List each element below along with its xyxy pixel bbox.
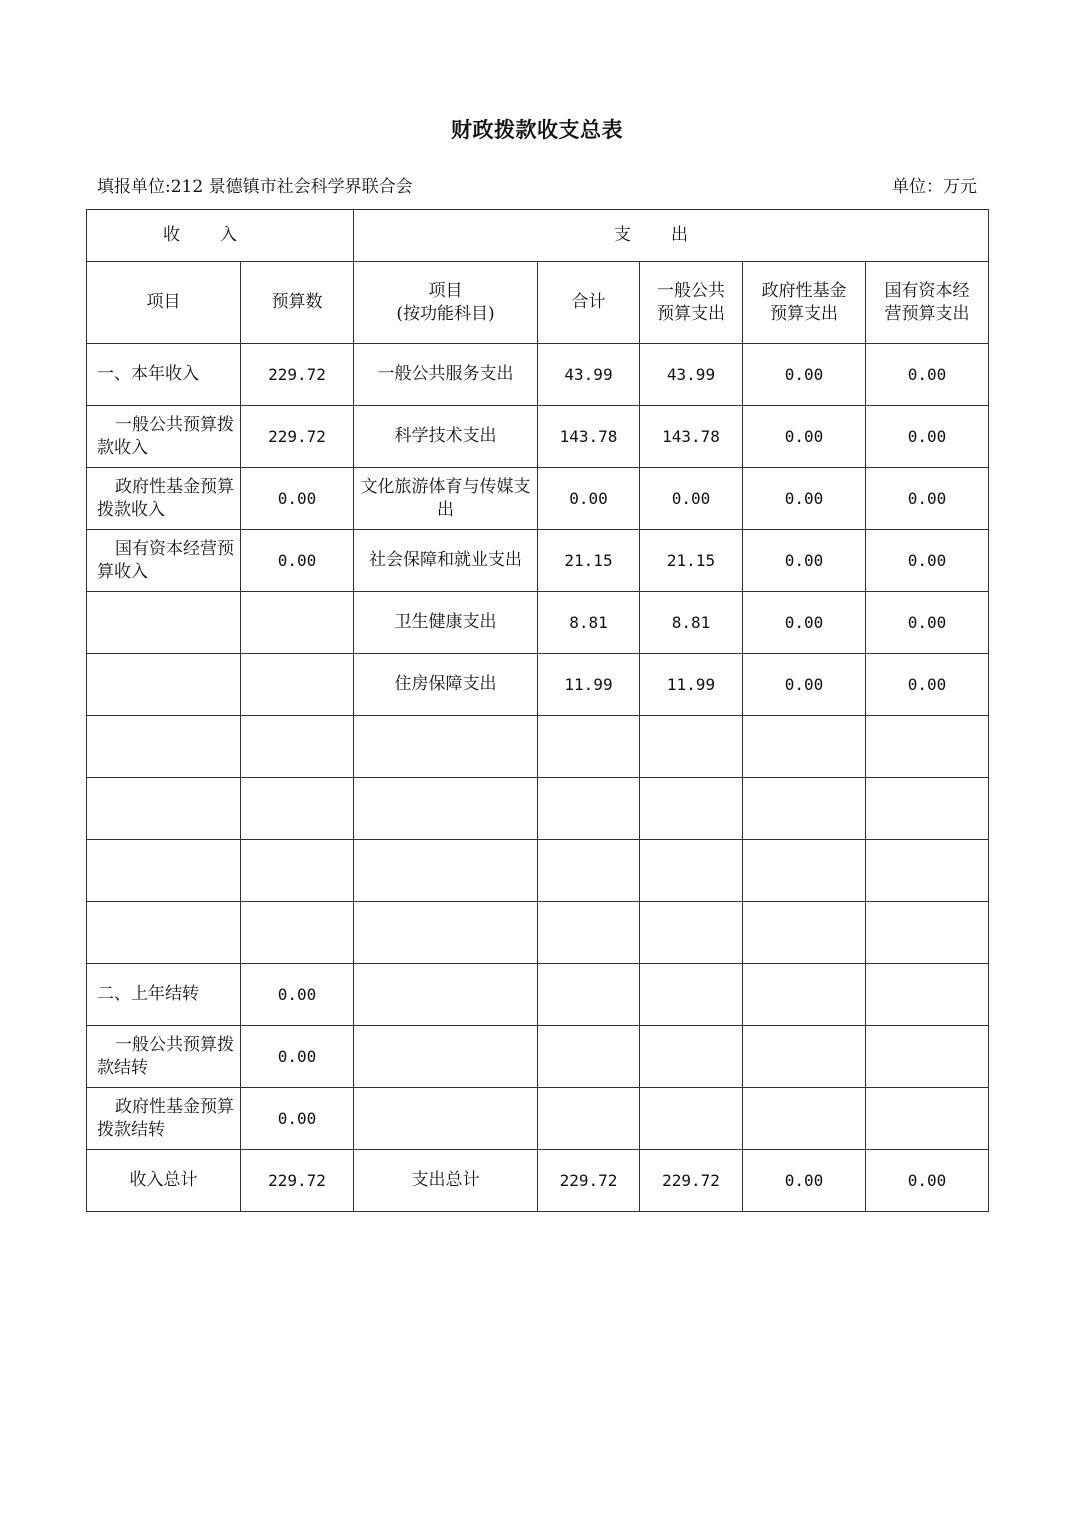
expense-fund-cell <box>743 778 866 840</box>
income-item-cell <box>87 716 241 778</box>
header-row-columns <box>87 262 989 344</box>
expense-item-cell: 住房保障支出 <box>354 654 538 716</box>
expense-general-cell <box>640 1026 743 1088</box>
expense-item-cell <box>354 902 538 964</box>
expense-general-cell: 21.15 <box>640 530 743 592</box>
expense-item-cell <box>354 716 538 778</box>
table-row <box>87 778 989 840</box>
income-value-cell <box>241 840 354 902</box>
expense-total-cell <box>538 716 640 778</box>
fill-unit-label: 填报单位:212 景德镇市社会科学界联合会 <box>97 177 413 197</box>
expense-item-cell <box>354 778 538 840</box>
budget-summary-table <box>86 209 989 1212</box>
expense-total-cell: 8.81 <box>538 592 640 654</box>
income-value-cell: 229.72 <box>241 406 354 468</box>
expense-fund-cell <box>743 840 866 902</box>
income-value-cell <box>241 716 354 778</box>
expense-fund-cell: 0.00 <box>743 592 866 654</box>
table-row <box>87 840 989 902</box>
expense-total-cell <box>538 778 640 840</box>
expense-general-cell <box>640 964 743 1026</box>
col-header-state: 国有资本经 营预算支出 <box>866 262 989 344</box>
expense-fund-cell: 0.00 <box>743 406 866 468</box>
expense-total-cell <box>538 964 640 1026</box>
unit-label: 单位：万元 <box>892 177 977 197</box>
table-row <box>87 964 989 1026</box>
table-row <box>87 654 989 716</box>
income-value-cell: 229.72 <box>241 344 354 406</box>
col-header-budget: 预算数 <box>241 262 354 344</box>
income-value-cell: 0.00 <box>241 468 354 530</box>
expense-state-cell <box>866 1026 989 1088</box>
income-item-cell: 二、上年结转 <box>87 964 241 1026</box>
expense-item-cell: 支出总计 <box>354 1150 538 1212</box>
expense-fund-cell <box>743 716 866 778</box>
expense-state-cell: 0.00 <box>866 406 989 468</box>
expense-fund-cell: 0.00 <box>743 468 866 530</box>
income-value-cell: 0.00 <box>241 1088 354 1150</box>
expense-state-cell: 0.00 <box>866 344 989 406</box>
expense-total-cell <box>538 840 640 902</box>
expense-fund-cell: 0.00 <box>743 344 866 406</box>
col-header-general: 一般公共 预算支出 <box>640 262 743 344</box>
income-item-cell <box>87 778 241 840</box>
col-header-fund: 政府性基金 预算支出 <box>743 262 866 344</box>
expense-general-cell: 8.81 <box>640 592 743 654</box>
expense-fund-cell <box>743 1026 866 1088</box>
expense-item-cell <box>354 840 538 902</box>
expense-general-cell: 143.78 <box>640 406 743 468</box>
expense-state-cell <box>866 716 989 778</box>
expense-fund-cell: 0.00 <box>743 654 866 716</box>
expense-total-cell: 21.15 <box>538 530 640 592</box>
table-row <box>87 468 989 530</box>
expense-fund-cell: 0.00 <box>743 530 866 592</box>
expense-total-cell: 0.00 <box>538 468 640 530</box>
expense-total-cell: 143.78 <box>538 406 640 468</box>
table-row <box>87 716 989 778</box>
income-item-cell <box>87 654 241 716</box>
expense-general-cell: 11.99 <box>640 654 743 716</box>
expense-general-cell: 43.99 <box>640 344 743 406</box>
expense-state-cell: 0.00 <box>866 530 989 592</box>
expense-state-cell: 0.00 <box>866 1150 989 1212</box>
expense-item-cell: 科学技术支出 <box>354 406 538 468</box>
table-row <box>87 1088 989 1150</box>
col-header-total: 合计 <box>538 262 640 344</box>
expense-general-cell <box>640 902 743 964</box>
table-row <box>87 344 989 406</box>
expense-total-cell: 229.72 <box>538 1150 640 1212</box>
page-title: 财政拨款收支总表 <box>451 117 623 142</box>
expense-item-cell: 社会保障和就业支出 <box>354 530 538 592</box>
table-row <box>87 406 989 468</box>
income-item-cell <box>87 840 241 902</box>
expense-state-cell: 0.00 <box>866 468 989 530</box>
income-item-cell: 一般公共预算拨款收入 <box>87 406 241 468</box>
income-item-cell: 政府性基金预算拨款收入 <box>87 468 241 530</box>
col-header-exp-item: 项目 (按功能科目) <box>354 262 538 344</box>
income-item-cell <box>87 902 241 964</box>
expense-total-cell <box>538 1026 640 1088</box>
expense-total-cell: 11.99 <box>538 654 640 716</box>
expense-item-cell <box>354 1026 538 1088</box>
expense-item-cell: 文化旅游体育与传媒支出 <box>354 468 538 530</box>
income-header: 收入 <box>87 210 354 262</box>
expense-state-cell <box>866 778 989 840</box>
income-item-cell: 收入总计 <box>87 1150 241 1212</box>
expense-state-cell: 0.00 <box>866 654 989 716</box>
income-item-cell: 国有资本经营预算收入 <box>87 530 241 592</box>
income-item-cell: 一、本年收入 <box>87 344 241 406</box>
table-row <box>87 1026 989 1088</box>
header-row-group <box>87 210 989 262</box>
expense-state-cell <box>866 902 989 964</box>
expense-state-cell <box>866 1088 989 1150</box>
expense-fund-cell <box>743 964 866 1026</box>
expense-item-cell: 卫生健康支出 <box>354 592 538 654</box>
expense-total-cell: 43.99 <box>538 344 640 406</box>
expense-header: 支出 <box>354 210 989 262</box>
income-value-cell <box>241 654 354 716</box>
expense-general-cell: 229.72 <box>640 1150 743 1212</box>
expense-general-cell: 0.00 <box>640 468 743 530</box>
expense-state-cell <box>866 964 989 1026</box>
expense-fund-cell: 0.00 <box>743 1150 866 1212</box>
income-value-cell: 0.00 <box>241 1026 354 1088</box>
col-header-item: 项目 <box>87 262 241 344</box>
income-item-cell <box>87 592 241 654</box>
expense-state-cell: 0.00 <box>866 592 989 654</box>
expense-fund-cell <box>743 1088 866 1150</box>
income-value-cell: 0.00 <box>241 964 354 1026</box>
expense-fund-cell <box>743 902 866 964</box>
expense-general-cell <box>640 840 743 902</box>
table-row <box>87 1150 989 1212</box>
income-value-cell <box>241 778 354 840</box>
income-item-cell: 政府性基金预算拨款结转 <box>87 1088 241 1150</box>
expense-total-cell <box>538 902 640 964</box>
income-value-cell: 0.00 <box>241 530 354 592</box>
table-row <box>87 592 989 654</box>
expense-general-cell <box>640 716 743 778</box>
expense-total-cell <box>538 1088 640 1150</box>
expense-item-cell: 一般公共服务支出 <box>354 344 538 406</box>
income-value-cell <box>241 592 354 654</box>
income-value-cell: 229.72 <box>241 1150 354 1212</box>
expense-item-cell <box>354 964 538 1026</box>
expense-general-cell <box>640 778 743 840</box>
expense-state-cell <box>866 840 989 902</box>
expense-item-cell <box>354 1088 538 1150</box>
table-row <box>87 530 989 592</box>
income-item-cell: 一般公共预算拨款结转 <box>87 1026 241 1088</box>
expense-general-cell <box>640 1088 743 1150</box>
income-value-cell <box>241 902 354 964</box>
table-row <box>87 902 989 964</box>
